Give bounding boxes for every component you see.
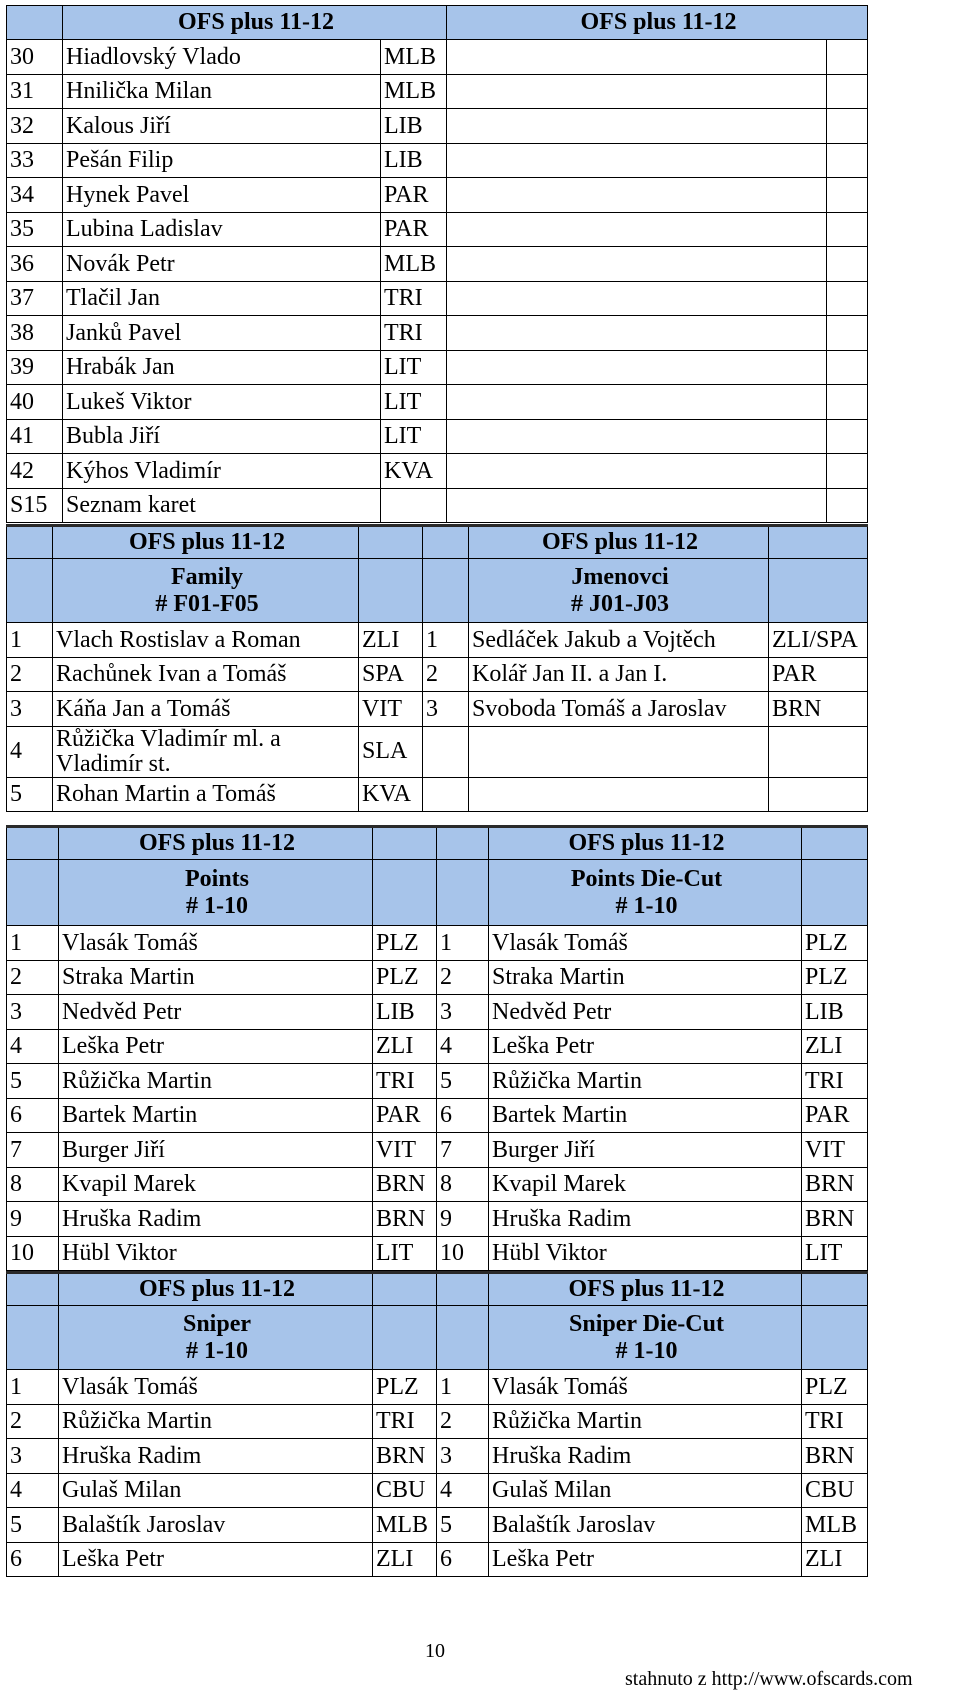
- header-blank: [359, 526, 423, 559]
- empty-cell: [827, 143, 868, 178]
- player-name: Straka Martin: [59, 960, 373, 995]
- player-name: Rachůnek Ivan a Tomáš: [53, 657, 359, 692]
- card-number: [423, 726, 469, 777]
- table-row: [7, 777, 868, 812]
- block-subtitle-right: [489, 1306, 802, 1370]
- subtitle-range: # 1-10: [615, 1337, 678, 1364]
- card-number: 6: [437, 1098, 489, 1133]
- player-name: Růžička Martin: [489, 1064, 802, 1099]
- team-code: LIT: [381, 385, 447, 420]
- player-name: Hübl Viktor: [489, 1236, 802, 1271]
- player-name: Lubina Ladislav: [63, 212, 381, 247]
- card-number: 4: [437, 1029, 489, 1064]
- subtitle-name: Family: [171, 564, 243, 591]
- card-number: 34: [7, 178, 63, 213]
- card-number: 33: [7, 143, 63, 178]
- player-name: Káňa Jan a Tomáš: [53, 692, 359, 727]
- empty-cell: [447, 143, 827, 178]
- team-code: PLZ: [373, 960, 437, 995]
- card-number: 32: [7, 109, 63, 144]
- team-code: CBU: [373, 1473, 437, 1508]
- player-name: Leška Petr: [489, 1542, 802, 1577]
- player-name: Sedláček Jakub a Vojtěch: [469, 623, 769, 658]
- header-blank: [7, 6, 63, 40]
- card-number: 9: [437, 1202, 489, 1237]
- player-name: Balaštík Jaroslav: [59, 1508, 373, 1543]
- block-title-right: OFS plus 11-12: [469, 526, 769, 559]
- table-row: [7, 385, 868, 420]
- block-subtitle-left: [59, 1306, 373, 1370]
- team-code: BRN: [769, 692, 868, 727]
- table-block-2: [6, 524, 868, 812]
- player-name: Růžička Martin: [59, 1064, 373, 1099]
- team-code: BRN: [802, 1439, 868, 1474]
- card-number: 6: [7, 1542, 59, 1577]
- team-code: VIT: [373, 1133, 437, 1168]
- card-number: 3: [7, 1439, 59, 1474]
- player-name: Kolář Jan II. a Jan I.: [469, 657, 769, 692]
- player-name: Vlasák Tomáš: [59, 1370, 373, 1405]
- subtitle-name: Points: [184, 866, 249, 893]
- table-row: [7, 212, 868, 247]
- card-number: 10: [437, 1236, 489, 1271]
- card-number: 38: [7, 316, 63, 351]
- table-row: [7, 1508, 868, 1543]
- empty-cell: [827, 247, 868, 282]
- team-code: LIT: [381, 419, 447, 454]
- player-name: Novák Petr: [63, 247, 381, 282]
- team-code: PLZ: [373, 1370, 437, 1405]
- subtitle-name: Sniper Die-Cut: [569, 1311, 724, 1338]
- player-name: Bubla Jiří: [63, 419, 381, 454]
- card-number: 41: [7, 419, 63, 454]
- team-code: ZLI/SPA: [769, 623, 868, 658]
- player-name: Hruška Radim: [59, 1439, 373, 1474]
- table-row: [7, 1439, 868, 1474]
- card-number: 1: [437, 1370, 489, 1405]
- card-number: 31: [7, 74, 63, 109]
- header-blank: [359, 559, 423, 623]
- player-name: Hnilička Milan: [63, 74, 381, 109]
- player-name: Bartek Martin: [489, 1098, 802, 1133]
- empty-cell: [447, 488, 827, 523]
- empty-cell: [827, 109, 868, 144]
- table-block-3: [6, 825, 868, 1271]
- card-number: 3: [7, 692, 53, 727]
- card-number: 3: [423, 692, 469, 727]
- team-code: ZLI: [373, 1542, 437, 1577]
- header-blank: [7, 827, 59, 860]
- player-name: Burger Jiří: [489, 1133, 802, 1168]
- card-number: 42: [7, 454, 63, 489]
- card-number: 1: [423, 623, 469, 658]
- card-number: 8: [7, 1167, 59, 1202]
- player-name: Janků Pavel: [63, 316, 381, 351]
- team-code: VIT: [802, 1133, 868, 1168]
- player-name: Pešán Filip: [63, 143, 381, 178]
- card-number: 4: [7, 1029, 59, 1064]
- block-subtitle-right: [489, 860, 802, 926]
- team-code: PAR: [769, 657, 868, 692]
- header-blank: [7, 526, 53, 559]
- card-number: 10: [7, 1236, 59, 1271]
- team-code: MLB: [373, 1508, 437, 1543]
- header-blank: [373, 1273, 437, 1306]
- card-number: 2: [7, 657, 53, 692]
- team-code: MLB: [381, 74, 447, 109]
- team-code: ZLI: [373, 1029, 437, 1064]
- player-name: Nedvěd Petr: [59, 995, 373, 1030]
- team-code: LIB: [802, 995, 868, 1030]
- table-row: [7, 1064, 868, 1099]
- card-number: 5: [437, 1508, 489, 1543]
- card-number: 6: [7, 1098, 59, 1133]
- player-name: Kvapil Marek: [59, 1167, 373, 1202]
- player-name: Svoboda Tomáš a Jaroslav: [469, 692, 769, 727]
- subtitle-name: Jmenovci: [571, 564, 669, 591]
- card-number: 36: [7, 247, 63, 282]
- player-name: Hruška Radim: [59, 1202, 373, 1237]
- player-name: Rohan Martin a Tomáš: [53, 777, 359, 812]
- header-blank: [769, 559, 868, 623]
- page-number: 10: [425, 1640, 445, 1662]
- card-number: 40: [7, 385, 63, 420]
- card-number: 8: [437, 1167, 489, 1202]
- header-blank: [423, 526, 469, 559]
- block-subtitle-left: [59, 860, 373, 926]
- empty-cell: [827, 488, 868, 523]
- team-code: PLZ: [802, 926, 868, 961]
- header-blank: [437, 1306, 489, 1370]
- team-code: BRN: [373, 1202, 437, 1237]
- team-code: TRI: [802, 1064, 868, 1099]
- team-code: BRN: [802, 1202, 868, 1237]
- table-row: [7, 1167, 868, 1202]
- team-code: CBU: [802, 1473, 868, 1508]
- team-code: TRI: [381, 316, 447, 351]
- table-block-4: [6, 1271, 868, 1577]
- player-name: Leška Petr: [59, 1029, 373, 1064]
- header-blank: [7, 559, 53, 623]
- subtitle-name: Sniper: [182, 1311, 251, 1338]
- player-name: Leška Petr: [59, 1542, 373, 1577]
- card-number: 9: [7, 1202, 59, 1237]
- card-number: 30: [7, 40, 63, 75]
- player-name: Vlasák Tomáš: [489, 1370, 802, 1405]
- player-name: Hynek Pavel: [63, 178, 381, 213]
- player-name: Gulaš Milan: [489, 1473, 802, 1508]
- card-number: 1: [7, 623, 53, 658]
- table-row: [7, 692, 868, 727]
- header-blank: [373, 860, 437, 926]
- table-block-1: [6, 5, 868, 523]
- table-row: [7, 1202, 868, 1237]
- header-blank: [7, 1273, 59, 1306]
- empty-cell: [827, 419, 868, 454]
- table-row: [7, 143, 868, 178]
- table-row: [7, 488, 868, 523]
- card-number: 4: [7, 1473, 59, 1508]
- team-code: SPA: [359, 657, 423, 692]
- player-name: Tlačil Jan: [63, 281, 381, 316]
- team-code: LIB: [381, 109, 447, 144]
- card-number: 1: [7, 926, 59, 961]
- player-name: Straka Martin: [489, 960, 802, 995]
- header-blank: [802, 827, 868, 860]
- team-code: LIB: [381, 143, 447, 178]
- card-number: 2: [437, 1404, 489, 1439]
- table-row: [7, 1404, 868, 1439]
- player-name: Vlach Rostislav a Roman: [53, 623, 359, 658]
- card-number: 5: [7, 1508, 59, 1543]
- player-name: Bartek Martin: [59, 1098, 373, 1133]
- empty-cell: [447, 316, 827, 351]
- team-code: KVA: [381, 454, 447, 489]
- subtitle-range: # F01-F05: [155, 590, 259, 617]
- table-row: [7, 1370, 868, 1405]
- card-number: 2: [437, 960, 489, 995]
- team-code: ZLI: [802, 1029, 868, 1064]
- empty-cell: [827, 454, 868, 489]
- card-number: 5: [437, 1064, 489, 1099]
- table-row: [7, 1236, 868, 1271]
- subtitle-name: Points Die-Cut: [570, 866, 723, 893]
- block-title-left: OFS plus 11-12: [63, 6, 447, 40]
- team-code: [769, 726, 868, 777]
- table-row: [7, 657, 868, 692]
- block-title-right: OFS plus 11-12: [489, 827, 802, 860]
- empty-cell: [827, 350, 868, 385]
- team-code: [381, 488, 447, 523]
- header-blank: [802, 1306, 868, 1370]
- empty-cell: [827, 74, 868, 109]
- team-code: TRI: [802, 1404, 868, 1439]
- empty-cell: [447, 40, 827, 75]
- team-code: LIB: [373, 995, 437, 1030]
- card-number: 5: [7, 777, 53, 812]
- team-code: MLB: [381, 40, 447, 75]
- player-name: Nedvěd Petr: [489, 995, 802, 1030]
- player-name: Kvapil Marek: [489, 1167, 802, 1202]
- empty-cell: [827, 212, 868, 247]
- subtitle-range: # 1-10: [615, 892, 678, 919]
- table-row: [7, 74, 868, 109]
- card-number: 6: [437, 1542, 489, 1577]
- card-number: 1: [437, 926, 489, 961]
- empty-cell: [447, 212, 827, 247]
- card-number: 4: [7, 726, 53, 777]
- card-number: 5: [7, 1064, 59, 1099]
- team-code: PLZ: [802, 1370, 868, 1405]
- player-name: Kalous Jiří: [63, 109, 381, 144]
- player-name: Lukeš Viktor: [63, 385, 381, 420]
- empty-cell: [827, 385, 868, 420]
- card-number: 7: [7, 1133, 59, 1168]
- header-blank: [802, 1273, 868, 1306]
- table-row: [7, 960, 868, 995]
- table-row: [7, 454, 868, 489]
- team-code: [769, 777, 868, 812]
- team-code: LIT: [373, 1236, 437, 1271]
- subtitle-range: # 1-10: [186, 892, 248, 919]
- empty-cell: [447, 281, 827, 316]
- table-row: [7, 1029, 868, 1064]
- table-row: [7, 350, 868, 385]
- team-code: PAR: [373, 1098, 437, 1133]
- empty-cell: [827, 178, 868, 213]
- table-row: [7, 40, 868, 75]
- team-code: KVA: [359, 777, 423, 812]
- empty-cell: [447, 178, 827, 213]
- block-title-right: OFS plus 11-12: [489, 1273, 802, 1306]
- card-number: 3: [437, 1439, 489, 1474]
- header-blank: [423, 559, 469, 623]
- empty-cell: [827, 40, 868, 75]
- team-code: SLA: [359, 726, 423, 777]
- empty-cell: [447, 454, 827, 489]
- header-blank: [373, 827, 437, 860]
- team-code: BRN: [373, 1167, 437, 1202]
- card-number: [423, 777, 469, 812]
- table-row: [7, 109, 868, 144]
- player-name: Hruška Radim: [489, 1439, 802, 1474]
- team-code: ZLI: [359, 623, 423, 658]
- card-number: 35: [7, 212, 63, 247]
- empty-cell: [827, 281, 868, 316]
- header-blank: [7, 1306, 59, 1370]
- block-title-right: OFS plus 11-12: [447, 6, 868, 40]
- player-name: Gulaš Milan: [59, 1473, 373, 1508]
- header-blank: [373, 1306, 437, 1370]
- block-title-left: OFS plus 11-12: [59, 1273, 373, 1306]
- player-name: Růžička Martin: [59, 1404, 373, 1439]
- card-number: 2: [7, 960, 59, 995]
- player-name: Vlasák Tomáš: [59, 926, 373, 961]
- card-number: 2: [7, 1404, 59, 1439]
- team-code: BRN: [373, 1439, 437, 1474]
- table-row: [7, 1133, 868, 1168]
- header-blank: [437, 860, 489, 926]
- player-name: Růžička Vladimír ml. a Vladimír st.: [53, 726, 359, 777]
- table-row: [7, 926, 868, 961]
- table-row: [7, 247, 868, 282]
- team-code: TRI: [373, 1064, 437, 1099]
- source-note: stahnuto z http://www.ofscards.com: [625, 1668, 913, 1690]
- team-code: VIT: [359, 692, 423, 727]
- player-name: Burger Jiří: [59, 1133, 373, 1168]
- player-name: Leška Petr: [489, 1029, 802, 1064]
- team-code: LIT: [381, 350, 447, 385]
- player-name: Balaštík Jaroslav: [489, 1508, 802, 1543]
- table-row: [7, 1542, 868, 1577]
- empty-cell: [447, 419, 827, 454]
- table-row: [7, 1098, 868, 1133]
- player-name: Hruška Radim: [489, 1202, 802, 1237]
- card-number: 2: [423, 657, 469, 692]
- block-title-left: OFS plus 11-12: [53, 526, 359, 559]
- team-code: MLB: [802, 1508, 868, 1543]
- team-code: BRN: [802, 1167, 868, 1202]
- subtitle-range: # 1-10: [186, 1337, 248, 1364]
- team-code: PAR: [381, 178, 447, 213]
- team-code: TRI: [373, 1404, 437, 1439]
- player-name: Hiadlovský Vlado: [63, 40, 381, 75]
- team-code: PLZ: [373, 926, 437, 961]
- team-code: MLB: [381, 247, 447, 282]
- team-code: PAR: [381, 212, 447, 247]
- subtitle-range: # J01-J03: [571, 590, 669, 617]
- empty-cell: [447, 74, 827, 109]
- card-number: 7: [437, 1133, 489, 1168]
- header-blank: [437, 1273, 489, 1306]
- team-code: ZLI: [802, 1542, 868, 1577]
- card-number: S15: [7, 488, 63, 523]
- card-number: 1: [7, 1370, 59, 1405]
- card-number: 3: [437, 995, 489, 1030]
- empty-cell: [447, 385, 827, 420]
- table-row: [7, 316, 868, 351]
- player-name: Hübl Viktor: [59, 1236, 373, 1271]
- team-code: PAR: [802, 1098, 868, 1133]
- empty-cell: [447, 247, 827, 282]
- table-row: [7, 419, 868, 454]
- card-number: 4: [437, 1473, 489, 1508]
- empty-cell: [447, 109, 827, 144]
- player-name: Hrabák Jan: [63, 350, 381, 385]
- header-blank: [437, 827, 489, 860]
- card-number: 3: [7, 995, 59, 1030]
- block-subtitle-left: [53, 559, 359, 623]
- player-name: Vlasák Tomáš: [489, 926, 802, 961]
- header-blank: [769, 526, 868, 559]
- block-subtitle-right: [469, 559, 769, 623]
- header-blank: [802, 860, 868, 926]
- empty-cell: [447, 350, 827, 385]
- team-code: TRI: [381, 281, 447, 316]
- player-name: Seznam karet: [63, 488, 381, 523]
- player-name: Růžička Martin: [489, 1404, 802, 1439]
- table-row: [7, 995, 868, 1030]
- player-name: [469, 726, 769, 777]
- header-blank: [7, 860, 59, 926]
- empty-cell: [827, 316, 868, 351]
- table-row: [7, 623, 868, 658]
- team-code: PLZ: [802, 960, 868, 995]
- table-row: [7, 1473, 868, 1508]
- card-number: 39: [7, 350, 63, 385]
- table-row: [7, 178, 868, 213]
- player-name: [469, 777, 769, 812]
- table-row: [7, 281, 868, 316]
- table-row: [7, 726, 868, 777]
- block-title-left: OFS plus 11-12: [59, 827, 373, 860]
- player-name: Kýhos Vladimír: [63, 454, 381, 489]
- team-code: LIT: [802, 1236, 868, 1271]
- card-number: 37: [7, 281, 63, 316]
